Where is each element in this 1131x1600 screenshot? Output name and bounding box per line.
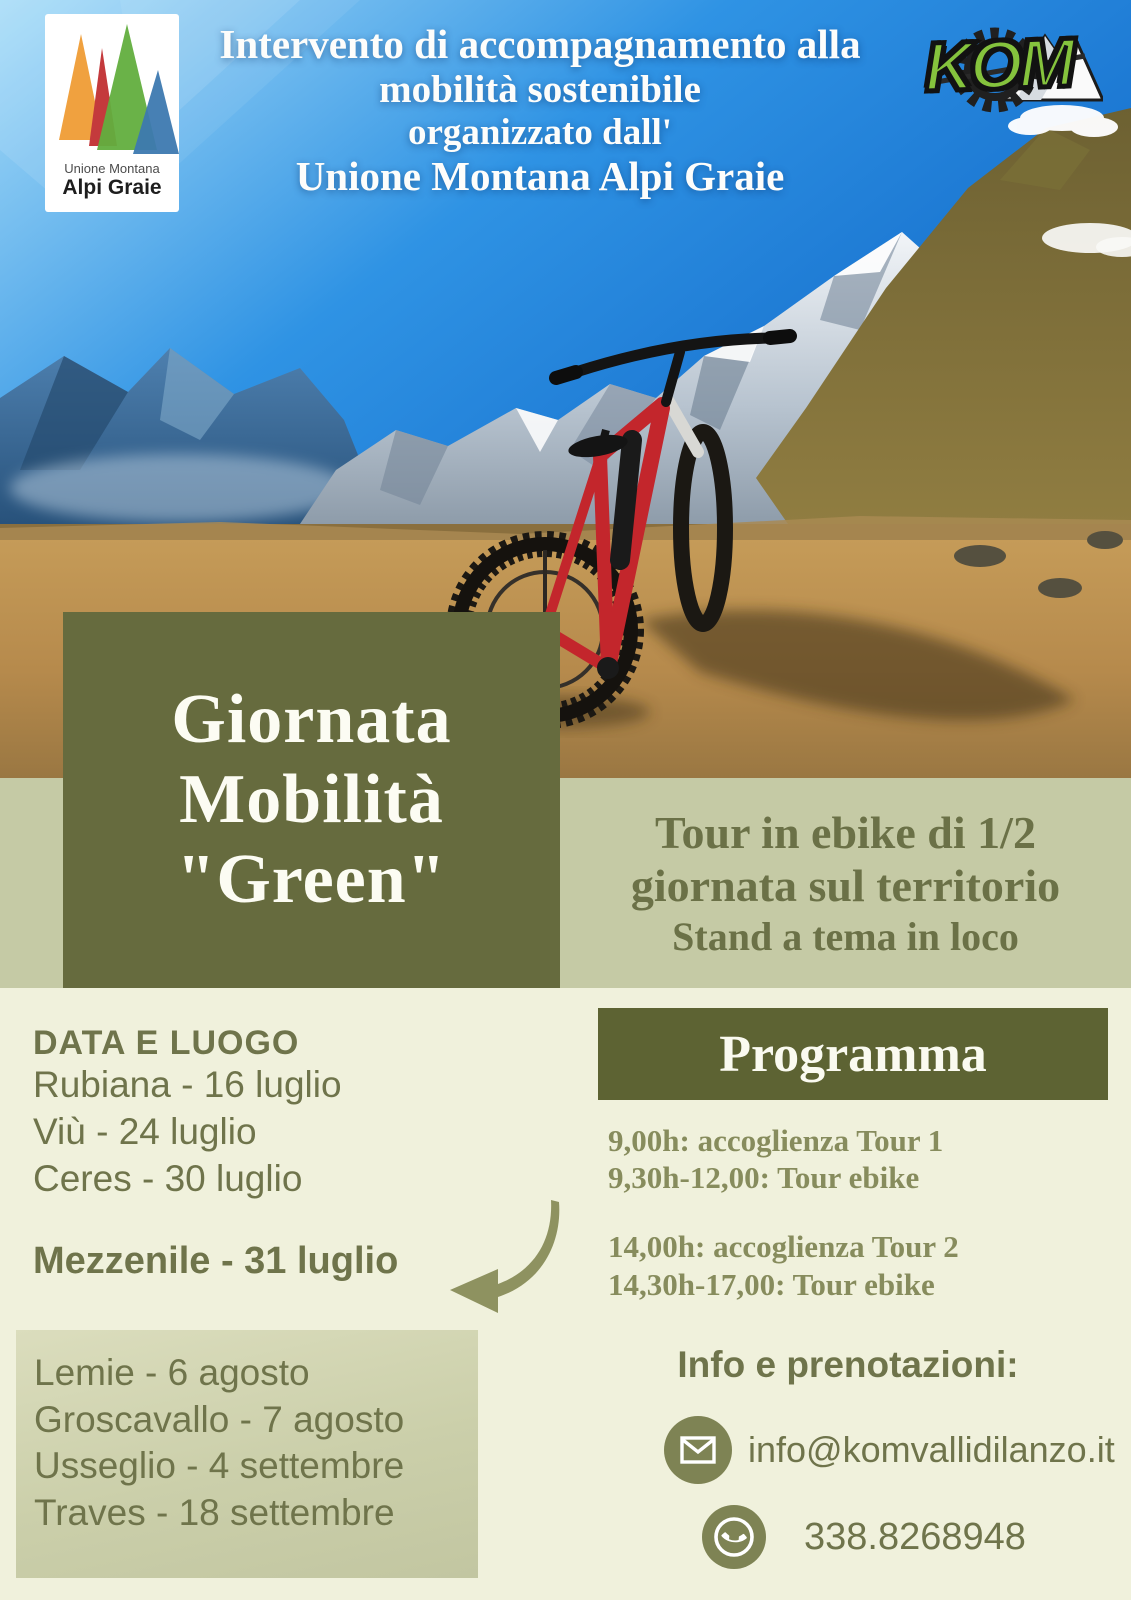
envelope-icon: [664, 1416, 732, 1484]
program-heading: Programma: [719, 1025, 987, 1083]
date-item: Groscavallo - 7 agosto: [34, 1398, 405, 1440]
kom-logo-text: KOM: [923, 24, 1073, 106]
email-address: info@komvallidilanzo.it: [748, 1429, 1115, 1470]
program-slot: [608, 1122, 959, 1196]
program-schedule: [608, 1122, 959, 1303]
program-line: 14,00h: accoglienza Tour 2: [608, 1229, 959, 1265]
program-line: 14,30h-17,00: Tour ebike: [608, 1266, 935, 1302]
kom-logo: [895, 18, 1103, 122]
program-line: 9,00h: accoglienza Tour 1: [608, 1123, 944, 1158]
title-line-1: Giornata: [171, 681, 452, 759]
date-item: Usseglio - 4 settembre: [34, 1445, 405, 1487]
date-item: Viù - 24 luglio: [33, 1110, 257, 1152]
date-item: Lemie - 6 agosto: [34, 1352, 310, 1393]
program-line: 9,30h-12,00: Tour ebike: [608, 1160, 920, 1196]
event-title: [63, 612, 560, 988]
phone-number: 338.8268948: [804, 1515, 1026, 1558]
contact-heading: Info e prenotazioni:: [677, 1344, 1019, 1385]
alpi-graie-triangles-icon: [45, 18, 179, 166]
upcoming-dates-list: [16, 1330, 478, 1536]
title-line-2: Mobilità: [179, 761, 444, 839]
date-item: Ceres - 30 luglio: [33, 1157, 303, 1199]
header-line-1: Intervento di accompagnamento alla: [219, 21, 861, 67]
date-item: Rubiana - 16 luglio: [33, 1064, 342, 1105]
curved-arrow-icon: [432, 1196, 560, 1314]
dates-heading: DATA E LUOGO: [33, 1024, 300, 1062]
alpi-graie-logo-title: Alpi Graie: [62, 175, 162, 199]
tour-description: [560, 806, 1131, 961]
alpi-graie-logo: [45, 14, 179, 212]
email-row: [664, 1416, 1115, 1484]
date-item: Traves - 18 settembre: [34, 1491, 395, 1533]
tour-line-1: Tour in ebike di 1/2: [655, 807, 1036, 858]
tour-line-3: Stand a tema in loco: [672, 913, 1019, 959]
program-slot: [608, 1228, 959, 1302]
upcoming-dates-box: [16, 1330, 478, 1578]
phone-icon: [702, 1505, 766, 1569]
highlighted-date: Mezzenile - 31 luglio: [33, 1240, 399, 1282]
header-line-4: Unione Montana Alpi Graie: [295, 153, 785, 200]
alpi-graie-logo-subtitle: Unione Montana: [64, 161, 160, 176]
header-line-2: mobilità sostenibile: [379, 67, 701, 111]
poster-header: [170, 22, 910, 200]
phone-row: [702, 1505, 1026, 1569]
title-line-3: "Green": [176, 840, 447, 918]
header-line-3: organizzato dall': [407, 111, 673, 153]
program-heading-band: [598, 1008, 1108, 1100]
dates-list: [33, 1062, 342, 1203]
tour-line-2: giornata sul territorio: [630, 860, 1061, 912]
